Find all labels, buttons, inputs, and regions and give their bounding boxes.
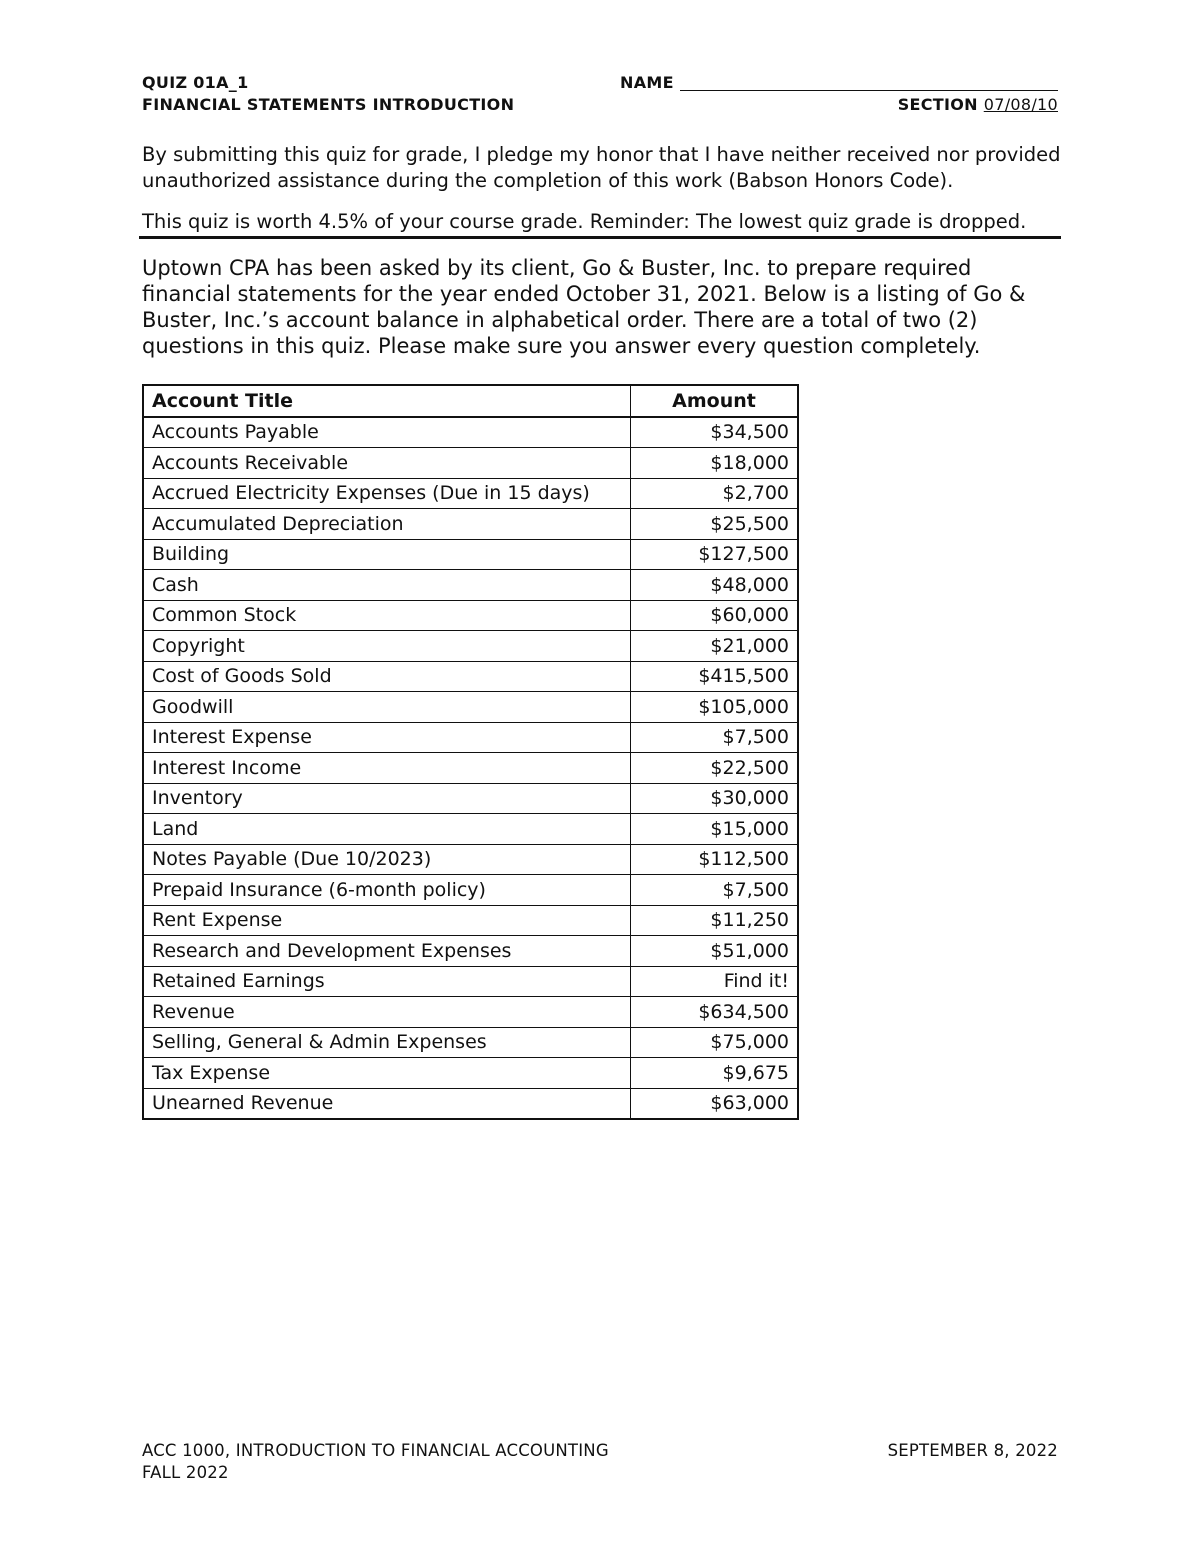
amount-cell: $30,000 [631, 783, 799, 814]
table-row [143, 631, 798, 662]
amount-cell: $127,500 [631, 539, 799, 570]
table-row [143, 936, 798, 967]
account-title-cell: Accumulated Depreciation [143, 509, 631, 540]
amount-cell: $63,000 [631, 1088, 799, 1119]
table-row [143, 692, 798, 723]
account-table [142, 384, 799, 1120]
amount-cell: $9,675 [631, 1058, 799, 1089]
amount-cell: $11,250 [631, 905, 799, 936]
name-underline [680, 90, 1058, 91]
quiz-id: QUIZ 01A_1 [142, 73, 249, 92]
table-row [143, 478, 798, 509]
table-row [143, 448, 798, 479]
table-row [143, 722, 798, 753]
account-title-cell: Research and Development Expenses [143, 936, 631, 967]
amount-cell: Find it! [631, 966, 799, 997]
table-row [143, 905, 798, 936]
table-row [143, 417, 798, 448]
account-title-cell: Prepaid Insurance (6-month policy) [143, 875, 631, 906]
amount-cell: $48,000 [631, 570, 799, 601]
account-title-cell: Unearned Revenue [143, 1088, 631, 1119]
amount-cell: $60,000 [631, 600, 799, 631]
amount-cell: $15,000 [631, 814, 799, 845]
amount-cell: $7,500 [631, 722, 799, 753]
name-label: NAME [620, 73, 674, 92]
section-info [898, 95, 1058, 114]
column-header-amount: Amount [631, 385, 799, 417]
quiz-worth-text: This quiz is worth 4.5% of your course grade. Reminder: The lowest quiz grade is dropped. [142, 210, 1027, 233]
table-row [143, 814, 798, 845]
amount-cell: $105,000 [631, 692, 799, 723]
account-title-cell: Tax Expense [143, 1058, 631, 1089]
amount-cell: $112,500 [631, 844, 799, 875]
account-title-cell: Building [143, 539, 631, 570]
account-title-cell: Retained Earnings [143, 966, 631, 997]
table-row [143, 539, 798, 570]
account-title-cell: Interest Income [143, 753, 631, 784]
column-header-account-title: Account Title [143, 385, 631, 417]
amount-cell: $51,000 [631, 936, 799, 967]
intro-paragraph: Uptown CPA has been asked by its client, Go & Buster, Inc. to prepare required financial statements for the year ended October 31, 2021. Below is a listing of Go & Buster, Inc.’s account balance in alphabetical order. There are a total of two (2) questions in this quiz. Please make sure you answer every question completely. [142, 256, 1026, 358]
account-title-cell: Land [143, 814, 631, 845]
table-row [143, 509, 798, 540]
account-title-cell: Revenue [143, 997, 631, 1028]
account-title-cell: Goodwill [143, 692, 631, 723]
account-title-cell: Inventory [143, 783, 631, 814]
account-title-cell: Accrued Electricity Expenses (Due in 15 days) [143, 478, 631, 509]
account-title-cell: Cost of Goods Sold [143, 661, 631, 692]
table-row [143, 1058, 798, 1089]
account-title-cell: Selling, General & Admin Expenses [143, 1027, 631, 1058]
table-row [143, 570, 798, 601]
table-row [143, 753, 798, 784]
section-label: SECTION [897, 95, 978, 114]
account-title-cell: Notes Payable (Due 10/2023) [143, 844, 631, 875]
amount-cell: $21,000 [631, 631, 799, 662]
account-title-cell: Copyright [143, 631, 631, 662]
table-row [143, 1088, 798, 1119]
footer-course: ACC 1000, INTRODUCTION TO FINANCIAL ACCOUNTING [142, 1441, 609, 1460]
amount-cell: $7,500 [631, 875, 799, 906]
honor-code-text: By submitting this quiz for grade, I pledge my honor that I have neither received nor provided unauthorized assistance during the completion of this work (Babson Honors Code). [142, 143, 1061, 192]
footer-date: SEPTEMBER 8, 2022 [887, 1441, 1058, 1460]
account-title-cell: Common Stock [143, 600, 631, 631]
account-title-cell: Accounts Receivable [143, 448, 631, 479]
table-row [143, 997, 798, 1028]
table-row [143, 1027, 798, 1058]
table-row [143, 661, 798, 692]
amount-cell: $25,500 [631, 509, 799, 540]
amount-cell: $18,000 [631, 448, 799, 479]
quiz-title: FINANCIAL STATEMENTS INTRODUCTION [142, 95, 515, 114]
table-row [143, 600, 798, 631]
table-row [143, 844, 798, 875]
table-row [143, 783, 798, 814]
amount-cell: $34,500 [631, 417, 799, 448]
account-title-cell: Accounts Payable [143, 417, 631, 448]
table-header-row [143, 385, 798, 417]
divider [139, 236, 1061, 239]
account-title-cell: Cash [143, 570, 631, 601]
account-title-cell: Rent Expense [143, 905, 631, 936]
table-row [143, 966, 798, 997]
account-title-cell: Interest Expense [143, 722, 631, 753]
section-codes: 07/08/10 [983, 95, 1058, 114]
footer-term: FALL 2022 [142, 1463, 229, 1482]
table-row [143, 875, 798, 906]
amount-cell: $415,500 [631, 661, 799, 692]
amount-cell: $634,500 [631, 997, 799, 1028]
amount-cell: $22,500 [631, 753, 799, 784]
amount-cell: $75,000 [631, 1027, 799, 1058]
amount-cell: $2,700 [631, 478, 799, 509]
